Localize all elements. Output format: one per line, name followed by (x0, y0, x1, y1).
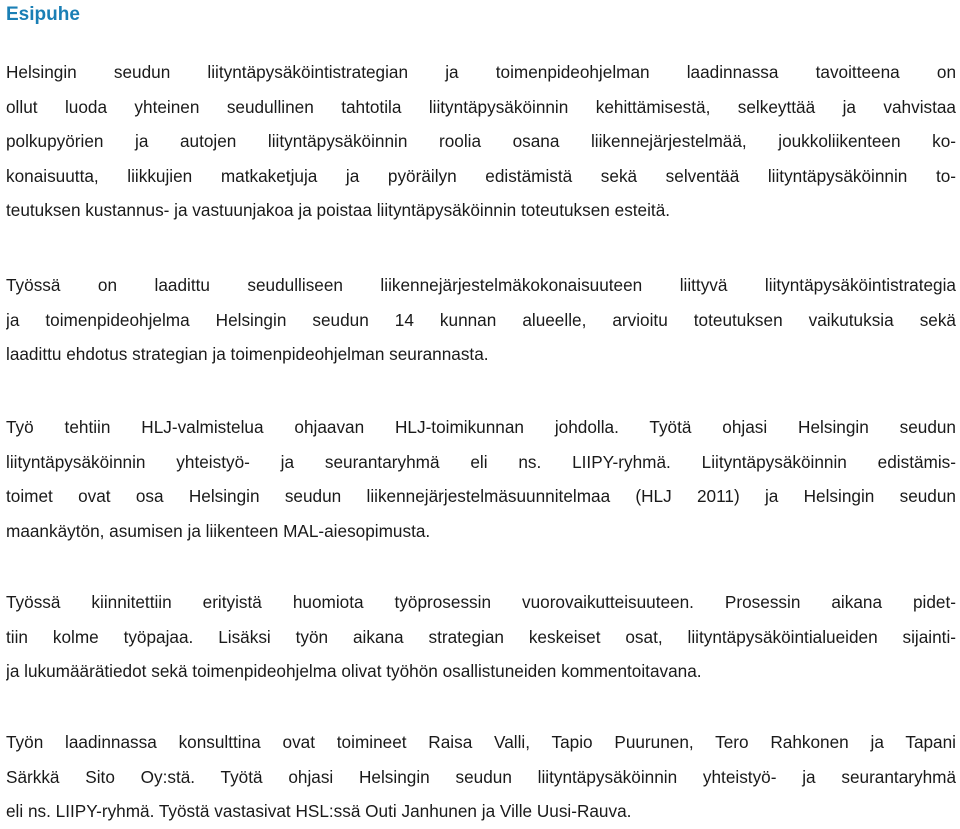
paragraph-1 (6, 55, 956, 228)
text-line: liityntäpysäköinnin yhteistyö- ja seurantaryhmä eli ns. LIIPY-ryhmä. Liityntäpysäköinnin edistämis- (6, 451, 956, 472)
text-line: ollut luoda yhteinen seudullinen tahtotila liityntäpysäköinnin kehittämisestä, selkeyttää ja vahvistaa (6, 96, 956, 117)
text-line: Työn laadinnassa konsulttina ovat toimineet Raisa Valli, Tapio Puurunen, Tero Rahkonen ja Tapani (6, 732, 956, 752)
text-line: tiin kolme työpajaa. Lisäksi työn aikana strategian keskeiset osat, liityntäpysäköintialueiden sijainti- (6, 626, 956, 647)
text-line: ja toimenpideohjelma Helsingin seudun 14 kunnan alueelle, arvioitu toteutuksen vaikutuksia sekä (6, 309, 956, 330)
paragraph-5 (6, 725, 956, 829)
text-line: eli ns. LIIPY-ryhmä. Työstä vastasivat HSL:ssä Outi Janhunen ja Ville Uusi-Rauva. (6, 801, 632, 821)
paragraph-2 (6, 268, 956, 372)
text-line: Työssä on laadittu seudulliseen liikennejärjestelmäkokonaisuuteen liittyvä liityntäpysäköintistrategia (6, 275, 956, 295)
text-line: Työ tehtiin HLJ-valmistelua ohjaavan HLJ-toimikunnan johdolla. Työtä ohjasi Helsingin seudun (6, 417, 956, 437)
page-title: Esipuhe (6, 4, 80, 25)
paragraph-3 (6, 410, 956, 548)
text-line: konaisuutta, liikkujien matkaketjuja ja pyöräilyn edistämistä sekä selventää liityntäpysäköinnin to- (6, 165, 956, 186)
text-line: laadittu ehdotus strategian ja toimenpideohjelman seurannasta. (6, 344, 489, 364)
text-line: polkupyörien ja autojen liityntäpysäköinnin roolia osana liikennejärjestelmää, joukkoliikenteen ko- (6, 131, 956, 151)
paragraph-4 (6, 585, 956, 689)
text-line: Helsingin seudun liityntäpysäköintistrategian ja toimenpideohjelman laadinnassa tavoitteena on (6, 62, 956, 82)
text-line: ja lukumäärätiedot sekä toimenpideohjelma olivat työhön osallistuneiden kommentoitavana. (6, 661, 702, 681)
text-line: teutuksen kustannus- ja vastuunjakoa ja poistaa liityntäpysäköinnin toteutuksen esteitä. (6, 200, 671, 220)
text-line: maankäytön, asumisen ja liikenteen MAL-aiesopimusta. (6, 520, 431, 541)
text-line: Särkkä Sito Oy:stä. Työtä ohjasi Helsingin seudun liityntäpysäköinnin yhteistyö- ja seurantaryhmä (6, 766, 956, 787)
text-line: Työssä kiinnitettiin erityistä huomiota työprosessin vuorovaikutteisuuteen. Prosessin aikana pidet- (6, 592, 956, 612)
text-line: toimet ovat osa Helsingin seudun liikennejärjestelmäsuunnitelmaa (HLJ 2011) ja Helsingin seudun (6, 486, 956, 506)
